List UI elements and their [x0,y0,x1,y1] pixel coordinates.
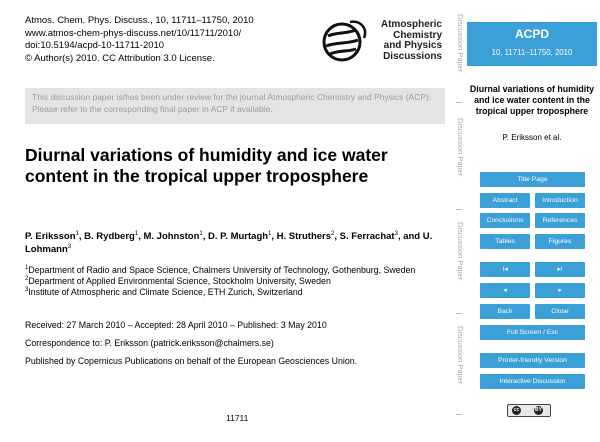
affiliation-text: Department of Applied Environmental Science, Stockholm University, Sweden [28,276,331,287]
title-page-button[interactable]: Title Page [480,172,585,187]
author-sup: 1 [75,230,79,237]
last-page-icon[interactable]: ▸I [535,262,585,277]
affiliation-sup: 3 [25,287,29,294]
published-by: Published by Copernicus Publications on behalf of the European Geosciences Union. [25,356,358,366]
author-sup: 2 [331,230,335,237]
strip-separator [456,414,462,415]
strip-separator [456,313,462,314]
strip-separator [456,209,462,210]
conclusions-button[interactable]: Conclusions [480,213,530,228]
printer-friendly-button[interactable]: Printer-friendly Version [480,353,585,368]
by-attribution-icon: BY [535,407,542,413]
logo-line: Discussions [383,50,442,62]
references-button[interactable]: References [535,213,585,228]
introduction-button[interactable]: Introduction [535,193,585,208]
short-authors: P. Eriksson et al. [502,133,562,142]
author-sup: 1 [268,230,272,237]
license-line: © Author(s) 2010. CC Attribution 3.0 License. [25,52,215,64]
logo-line: Chemistry [393,29,442,41]
logo-text [362,20,442,62]
fullscreen-button[interactable]: Full Screen / Esc [480,325,585,340]
citation-header [25,15,315,65]
author-sup: 3 [67,243,72,250]
figures-button[interactable]: Figures [535,234,585,249]
author-name: P. Eriksson [25,231,76,242]
author-name: U. Lohmann [25,231,433,255]
author-name: H. Struthers [276,231,332,242]
author-sup: 1 [134,230,139,237]
affiliation [25,265,435,276]
affiliation-sup: 1 [25,265,29,272]
author-list: P. Eriksson$^1$, B. Rydberg$^1$, M. Johnston$^1$, D. P. Murtagh$^1$, H. Struthers$^2$, S. Ferrachat$^3$, and U. Lohmann$^3$ [25,230,433,255]
close-button[interactable]: Close [535,304,585,319]
strip-separator [456,102,462,103]
review-notice: This discussion paper is/has been under review for the journal Atmospheric Chemistry and Physics (ACP). Please refer to the corresponding final paper in ACP if available. [25,88,445,124]
journal-volume: 10, 11711–11750, 2010 [491,48,573,57]
logo-line: Atmospheric [380,19,442,30]
tables-button[interactable]: Tables [480,234,530,249]
affiliation-sup: 2 [25,276,29,283]
affiliation [25,276,435,287]
first-page-icon[interactable]: I◂ [480,262,530,277]
cc-icon: cc [513,407,520,413]
cc-license-badge[interactable] [507,404,551,417]
received-dates: Received: 27 March 2010 – Accepted: 28 April 2010 – Published: 3 May 2010 [25,320,327,330]
author-sup: 1 [199,230,203,237]
author-sup: 3 [394,230,398,237]
author-name: M. Johnston [143,231,200,242]
logo-line: and Physics [383,40,442,51]
doi-line: doi:10.5194/acpd-10-11711-2010 [25,40,165,51]
vertical-label: Discussion Paper [456,14,465,73]
vertical-label: Discussion Paper [456,222,465,281]
paper-title: Diurnal variations of humidity and ice water content in the tropical upper troposphere [25,145,388,186]
affiliations [25,265,435,299]
journal-logo [320,18,442,64]
interactive-discussion-button[interactable]: Interactive Discussion [480,374,585,389]
citation-line: Atmos. Chem. Phys. Discuss., 10, 11711–11750, 2010 [25,15,254,26]
next-page-icon[interactable]: ▸ [535,283,585,298]
vertical-label: Discussion Paper [456,326,465,385]
short-title: Diurnal variations of humidity and ice water content in the tropical upper troposphere [469,84,595,116]
affiliation [25,287,435,298]
author-name: D. P. Murtagh [208,231,269,242]
vertical-label: Discussion Paper [456,118,465,177]
affiliation-text: Department of Radio and Space Science, Chalmers University of Technology, Gothenburg, Sweden [28,265,416,275]
back-button[interactable]: Back [480,304,530,319]
url-line[interactable]: www.atmos-chem-phys-discuss.net/10/11711/2010/ [25,27,242,39]
author-name: B. Rydberg [84,231,135,242]
correspondence: Correspondence to: P. Eriksson (patrick.eriksson@chalmers.se) [25,338,274,348]
page-number: 11711 [226,413,249,423]
discussion-paper-strip [453,0,465,442]
previous-page-icon[interactable]: ◂ [480,283,530,298]
journal-name: ACPD [514,27,549,41]
affiliation-text: Institute of Atmospheric and Climate Science, ETH Zurich, Switzerland [28,287,303,298]
abstract-button[interactable]: Abstract [480,193,530,208]
author-name: S. Ferrachat [339,231,395,242]
journal-box [467,22,597,66]
